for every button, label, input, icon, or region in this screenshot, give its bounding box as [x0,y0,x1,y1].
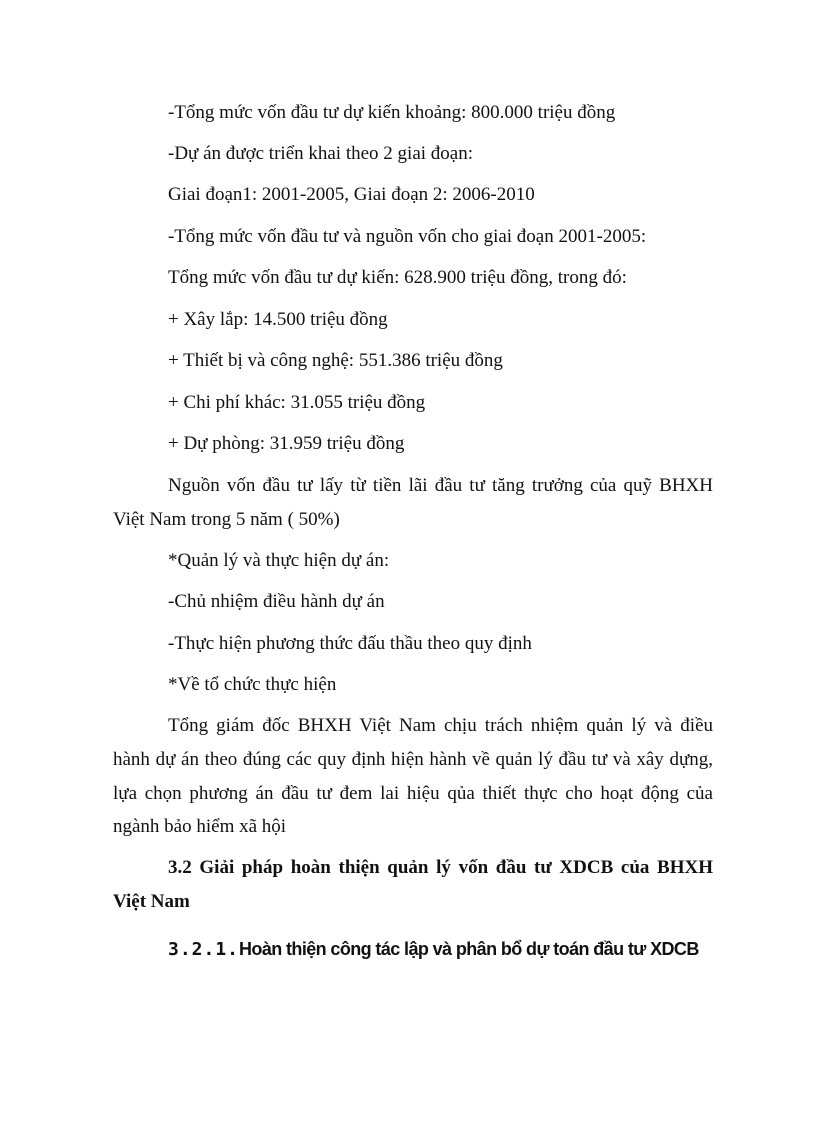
phase1-capital-heading: -Tổng mức vốn đầu tư và nguồn vốn cho giai đoạn 2001-2005: [168,226,647,247]
section-3-2-heading-line1: 3.2 Giải pháp hoàn thiện quản lý vốn đầu tư XDCB của BHXH [168,857,713,878]
phases-dates-line: Giai đoạn1: 2001-2005, Giai đoạn 2: 2006-2010 [168,184,535,205]
organization-paragraph-line3: lựa chọn phương án đầu tư đem lai hiệu qủa thiết thực cho hoạt động của [113,783,713,804]
organization-paragraph-line4: ngành bảo hiểm xã hội [113,816,287,837]
section-3-2-heading-line2: Việt Nam [113,891,190,912]
funding-source-paragraph-line1: Nguồn vốn đầu tư lấy từ tiền lãi đầu tư tăng trưởng của quỹ BHXH [168,475,713,496]
management-heading: *Quản lý và thực hiện dự án: [168,550,390,571]
construction-cost-item: + Xây lắp: 14.500 triệu đồng [168,309,388,330]
contingency-cost-item: + Dự phòng: 31.959 triệu đồng [168,433,405,454]
section-3-2-1-title: Hoàn thiện công tác lập và phân bổ dự toán đầu tư XDCB [239,939,699,959]
equipment-cost-item: + Thiết bị và công nghệ: 551.386 triệu đồng [168,350,503,371]
organization-heading: *Về tổ chức thực hiện [168,674,337,695]
phases-intro-line: -Dự án được triển khai theo 2 giai đoạn: [168,143,474,164]
section-3-2-1-heading [168,937,699,962]
management-item-1: -Chủ nhiệm điều hành dự án [168,591,385,612]
total-investment-line: -Tổng mức vốn đầu tư dự kiến khoảng: 800.000 triệu đồng [168,102,616,123]
section-3-2-1-number: 3.2.1. [168,939,240,960]
organization-paragraph-line2: hành dự án theo đúng các quy định hiện hành về quản lý đầu tư và xây dựng, [113,749,713,770]
other-cost-item: + Chi phí khác: 31.055 triệu đồng [168,392,426,413]
organization-paragraph-line1: Tổng giám đốc BHXH Việt Nam chịu trách nhiệm quản lý và điều [168,715,713,736]
phase1-total-line: Tổng mức vốn đầu tư dự kiến: 628.900 triệu đồng, trong đó: [168,267,627,288]
funding-source-paragraph-line2: Việt Nam trong 5 năm ( 50%) [113,509,340,530]
management-item-2: -Thực hiện phương thức đấu thầu theo quy định [168,633,532,654]
